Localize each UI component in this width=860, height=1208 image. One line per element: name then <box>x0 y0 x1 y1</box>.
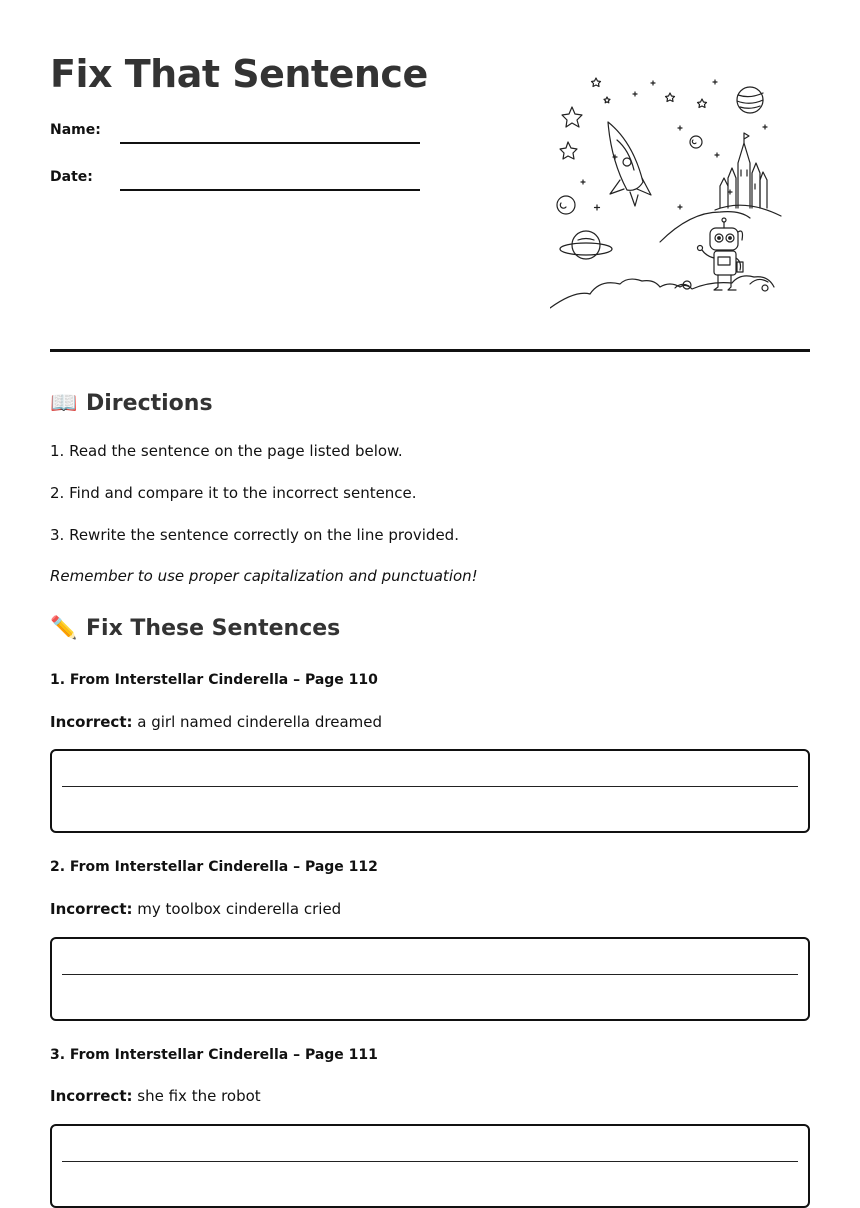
ringed-planet-icon <box>560 231 612 259</box>
answer-box[interactable] <box>50 937 810 1021</box>
incorrect-label: Incorrect: <box>50 1087 133 1105</box>
striped-planet-icon <box>737 87 763 113</box>
name-write-line[interactable] <box>120 142 420 144</box>
direction-step: 2. Find and compare it to the incorrect sentence. <box>50 484 417 502</box>
date-write-line[interactable] <box>120 189 420 191</box>
incorrect-label: Incorrect: <box>50 713 133 731</box>
incorrect-text: my toolbox cinderella cried <box>137 900 342 918</box>
small-moon-icon <box>690 136 702 148</box>
incorrect-label: Incorrect: <box>50 900 133 918</box>
direction-step: 3. Rewrite the sentence correctly on the line provided. <box>50 526 459 544</box>
incorrect-sentence <box>50 712 382 732</box>
answer-box[interactable] <box>50 749 810 833</box>
question-title: 1. From Interstellar Cinderella – Page 110 <box>50 672 378 688</box>
incorrect-sentence <box>50 1086 261 1106</box>
date-label: Date: <box>50 169 93 185</box>
directions-heading <box>50 390 213 418</box>
left-planet-icon <box>557 196 575 214</box>
header-divider <box>50 349 810 352</box>
space-doodle-illustration <box>550 70 790 312</box>
name-label: Name: <box>50 122 101 138</box>
exercise-heading-text: Fix These Sentences <box>86 616 341 641</box>
incorrect-text: she fix the robot <box>137 1087 261 1105</box>
pencil-icon: ✏️ <box>50 616 78 641</box>
date-field[interactable] <box>50 169 420 193</box>
name-field[interactable] <box>50 122 420 146</box>
direction-step: 1. Read the sentence on the page listed below. <box>50 442 403 460</box>
ground-hills-icon <box>550 212 774 308</box>
incorrect-sentence <box>50 899 341 919</box>
worksheet-title: Fix That Sentence <box>50 52 428 96</box>
question-title: 2. From Interstellar Cinderella – Page 112 <box>50 859 378 875</box>
open-book-icon: 📖 <box>50 391 78 416</box>
castle-icon <box>715 133 781 216</box>
answer-write-line[interactable] <box>62 974 798 975</box>
exercise-heading <box>50 615 340 643</box>
directions-heading-text: Directions <box>86 391 213 416</box>
question-title: 3. From Interstellar Cinderella – Page 111 <box>50 1047 378 1063</box>
answer-write-line[interactable] <box>62 1161 798 1162</box>
answer-box[interactable] <box>50 1124 810 1208</box>
incorrect-text: a girl named cinderella dreamed <box>137 713 383 731</box>
answer-write-line[interactable] <box>62 786 798 787</box>
worksheet-page <box>50 0 810 1161</box>
rocket-icon <box>608 122 651 206</box>
reminder-text: Remember to use proper capitalization and punctuation! <box>50 567 478 585</box>
